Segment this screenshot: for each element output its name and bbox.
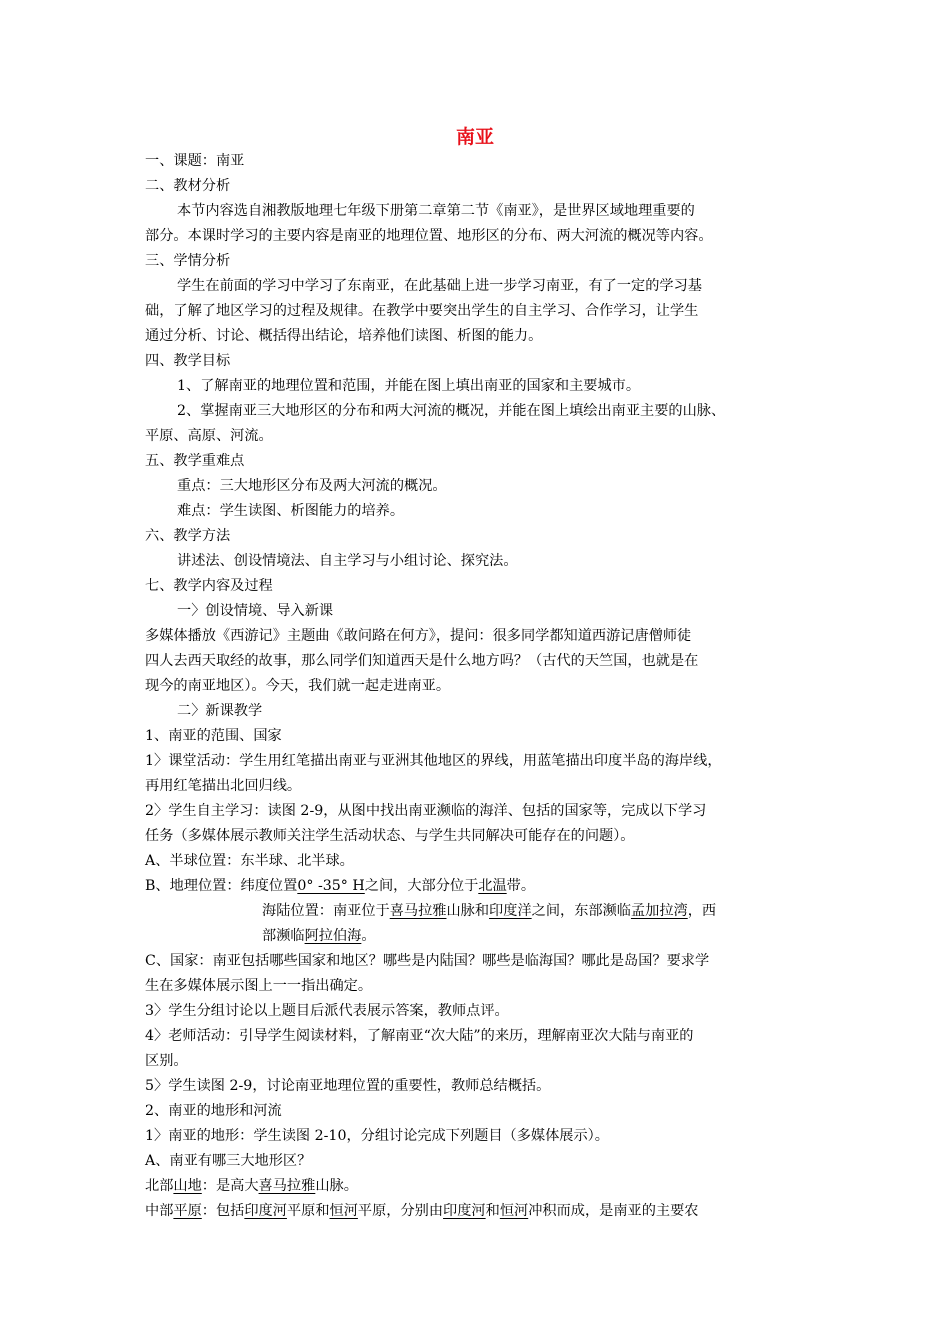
answer-blank: 印度河 [443,1203,486,1219]
section-heading: 六、教学方法 [145,528,231,544]
text-span: B、地理位置：纬度位置 [145,878,298,894]
subsection-heading: 二〉新课教学 [177,703,263,719]
paragraph-line: A、半球位置：东半球、北半球。 [145,853,354,869]
text-span: ：是高大 [201,1178,259,1194]
text-span: 平原和 [286,1203,330,1219]
paragraph-line: 本节内容选自湘教版地理七年级下册第二章第二节《南亚》，是世界区域地理重要的 [177,203,695,219]
paragraph-line: 重点：三大地形区分布及两大河流的概况。 [177,478,447,494]
text-span: 之间，大部分位于 [364,878,479,894]
paragraph-line: 1、南亚的范围、国家 [145,728,282,744]
text-span: 山脉。 [315,1178,358,1194]
text-span: 和 [485,1203,500,1219]
text-span: 平原，分别由 [357,1203,444,1219]
paragraph-line [262,901,716,921]
text-span: 中部 [145,1203,174,1219]
answer-blank: 喜马拉雅 [389,903,447,919]
answer-blank: 北温 [478,878,507,894]
paragraph-line [145,1201,698,1221]
paragraph-line: C、国家：南亚包括哪些国家和地区？哪些是内陆国？哪些是临海国？哪此是岛国？要求学 [145,953,710,969]
text-span: 部濒临 [262,928,305,944]
paragraph-line: 1〉南亚的地形：学生读图 2-10，分组讨论完成下列题目（多媒体展示）。 [145,1128,609,1144]
section-heading: 二、教材分析 [145,178,231,194]
paragraph-line: 现今的南亚地区）。今天，我们就一起走进南亚。 [145,678,451,694]
paragraph-line: 通过分析、讨论、概括得出结论，培养他们读图、析图的能力。 [145,328,543,344]
section-heading: 五、教学重难点 [145,453,245,469]
answer-blank: 恒河 [499,1203,529,1219]
paragraph-line: 3〉学生分组讨论以上题目后派代表展示答案，教师点评。 [145,1003,509,1019]
paragraph-line: 难点：学生读图、析图能力的培养。 [177,503,405,519]
text-line: 一、课题：南亚 [145,153,245,169]
section-heading: 七、教学内容及过程 [145,578,273,594]
answer-blank: 山地 [173,1178,202,1194]
page-title: 南亚 [455,126,494,148]
section-heading: 四、教学目标 [145,353,231,369]
paragraph-line: 平原、高原、河流。 [145,428,273,444]
answer-blank: 阿拉伯海 [304,928,362,944]
paragraph-line: 部分。本课时学习的主要内容是南亚的地理位置、地形区的分布、两大河流的概况等内容。 [145,228,713,244]
section-heading: 三、学情分析 [145,253,231,269]
answer-blank: 0° -35° H [297,878,365,894]
text-span: 北部 [145,1178,174,1194]
text-span: 之间，东部濒临 [531,903,631,919]
text-span: 。 [361,928,376,944]
paragraph-line: 再用红笔描出北回归线。 [145,778,302,794]
paragraph-line: 5〉学生读图 2-9，讨论南亚地理位置的重要性，教师总结概括。 [145,1078,551,1094]
paragraph-line: 任务（多媒体展示教师关注学生活动状态、与学生共同解决可能存在的问题）。 [145,828,635,844]
paragraph-line [145,1176,358,1196]
paragraph-line: 础，了解了地区学习的过程及规律。在教学中要突出学生的自主学习、合作学习，让学生 [145,303,699,319]
paragraph-line: 学生在前面的学习中学习了东南亚，在此基础上进一步学习南亚，有了一定的学习基 [177,278,702,294]
paragraph-line: 四人去西天取经的故事，那么同学们知道西天是什么地方吗？（古代的天竺国，也就是在 [145,653,699,669]
paragraph-line: 1、了解南亚的地理位置和范围，并能在图上填出南亚的国家和主要城市。 [177,378,641,394]
answer-blank: 印度洋 [489,903,532,919]
paragraph-line: 生在多媒体展示图上一一指出确定。 [145,978,373,994]
answer-blank: 恒河 [329,1203,358,1219]
paragraph-line: 1〉课堂活动：学生用红笔描出南亚与亚洲其他地区的界线，用蓝笔描出印度半岛的海岸线， [145,753,722,769]
text-span: 山脉和 [446,903,490,919]
text-span: 冲积而成，是南亚的主要农 [528,1203,699,1219]
subsection-heading: 一〉创设情境、导入新课 [177,603,334,619]
paragraph-line: A、南亚有哪三大地形区？ [145,1153,312,1169]
text-span: ，西 [687,903,717,919]
answer-blank: 平原 [173,1203,202,1219]
paragraph-line [145,876,535,896]
paragraph-line: 讲述法、创设情境法、自主学习与小组讨论、探究法。 [177,553,518,569]
paragraph-line: 2〉学生自主学习：读图 2-9，从图中找出南亚濒临的海洋、包括的国家等，完成以下学习 [145,803,707,819]
paragraph-line: 2、掌握南亚三大地形区的分布和两大河流的概况，并能在图上填绘出南亚主要的山脉、 [177,403,726,419]
answer-blank: 孟加拉湾 [630,903,688,919]
paragraph-line: 2、南亚的地形和河流 [145,1103,282,1119]
paragraph-line: 多媒体播放《西游记》主题曲《敢问路在何方》，提问：很多同学都知道西游记唐僧师徒 [145,628,692,644]
text-span: 海陆位置：南亚位于 [262,903,390,919]
paragraph-line: 4〉老师活动：引导学生阅读材料，了解南亚“次大陆”的来历，理解南亚次大陆与南亚的 [145,1028,694,1044]
text-span: ：包括 [201,1203,245,1219]
text-span: 带。 [506,878,536,894]
answer-blank: 印度河 [244,1203,287,1219]
paragraph-line: 区别。 [145,1053,188,1069]
paragraph-line [262,926,376,946]
answer-blank: 喜马拉雅 [258,1178,316,1194]
